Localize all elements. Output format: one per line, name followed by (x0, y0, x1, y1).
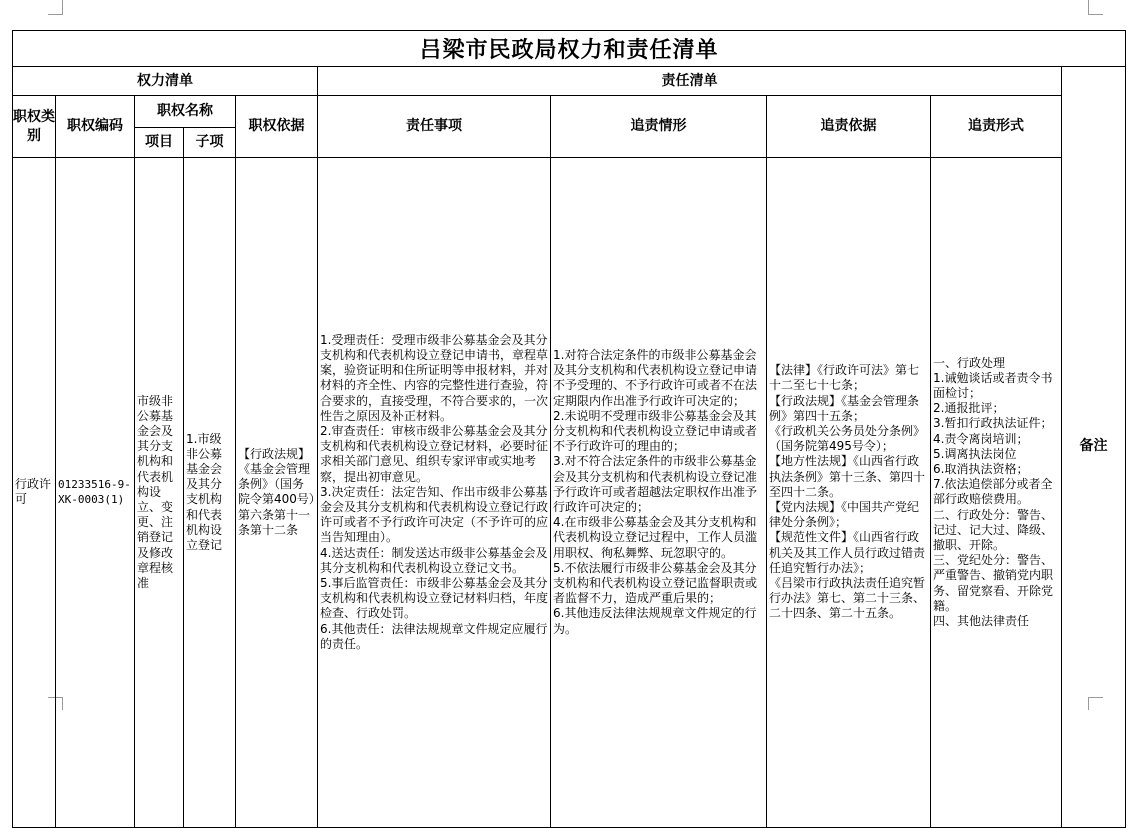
form-item: 二、行政处分：警告、记过、记大过、降级、撤职、开除。 (933, 507, 1054, 553)
power-responsibility-table (12, 30, 1126, 828)
basis-item: 【规范性文件】《山西省行政机关及其工作人员行政过错责任追究暂行办法》； (769, 530, 926, 575)
form-item: 5.调离执法岗位 (933, 446, 1017, 461)
basis-header: 职权依据 (236, 96, 318, 158)
duty-item: 3.决定责任：法定告知、作出市级非公募基金会及其分支机构和代表机构设立登记行政许可或者不予行政许可决定（不予许可的应当告知理由）。 (320, 484, 549, 545)
accountability-cases-cell (551, 158, 767, 828)
page-corner-mark-top-right (1088, 0, 1103, 15)
form-item: 4.责令离岗培训； (933, 431, 1029, 446)
accountability-forms-cell (931, 158, 1062, 828)
responsibility-list-header: 责任清单 (318, 67, 1062, 96)
basis-item: 【党内法规】《中国共产党纪律处分条例》； (769, 500, 920, 530)
form-item: 一、行政处理 (933, 355, 1006, 370)
form-item: 1.诫勉谈话或者责令书面检讨； (933, 370, 1053, 401)
table-row (13, 158, 1126, 828)
accountability-basis-cell (767, 158, 931, 828)
accountability-cases-header: 追责情形 (551, 96, 767, 158)
basis-item: 《行政机关公务员处分条例》（国务院第495号令）； (769, 424, 926, 454)
case-item: 5.不依法履行市级非公募基金会及其分支机构和代表机构设立登记监督职责或者监督不力，造成严重后果的； (553, 560, 758, 606)
form-item: 6.取消执法资格； (933, 462, 1029, 477)
power-list-header: 权力清单 (13, 67, 318, 96)
duties-header: 责任事项 (318, 96, 551, 158)
basis-item: 《吕梁市行政执法责任追究暂行办法》第七、第二十三条、二十四条、第二十五条。 (769, 576, 926, 621)
form-item: 2.通报批评； (933, 401, 1005, 416)
case-item: 6.其他违反法律法规规章文件规定的行为。 (553, 606, 757, 636)
basis-item: 【行政法规】《基金会管理条例》第四十五条； (769, 393, 920, 423)
accountability-basis-header: 追责依据 (767, 96, 931, 158)
duty-item: 6.其他责任：法律法规规章文件规定应履行的责任。 (320, 621, 548, 651)
subitem-cell: 1.市级非公募基金会及其分支机构和代表机构设立登记 (184, 158, 236, 828)
case-item: 1.对符合法定条件的市级非公募基金会及其分支机构和代表机构设立登记申请不予受理的、不予行政许可或者不在法定期限内作出准予行政许可决定的； (553, 348, 758, 408)
duty-item: 2.审查责任：审核市级非公募基金会及其分支机构和代表机构设立登记材料，必要时征求相关部门意见、组织专家评审或实地考察，提出初审意见。 (320, 424, 549, 484)
basis-item: 【法律】《行政许可法》第七十二至七十七条； (769, 363, 920, 393)
subitem-header: 子项 (184, 128, 236, 158)
case-item: 2.未说明不受理市级非公募基金会及其分支机构和代表机构设立登记申请或者不予行政许可的理由的； (553, 408, 758, 454)
item-cell: 市级非公募基金会及其分支机构和代表机构设立、变更、注销登记及修改章程核准 (135, 158, 184, 828)
case-item: 3.对不符合法定条件的市级非公募基金会及其分支机构和代表机构设立登记准予行政许可或者超越法定职权作出准予行政许可决定的； (553, 454, 758, 515)
basis-item: 【地方性法规】《山西省行政执法条例》第十三条、第四十至四十二条。 (769, 454, 926, 499)
duty-item: 5.事后监管责任：市级非公募基金会及其分支机构和代表机构设立登记材料归档，年度检查、行政处罚。 (320, 576, 549, 621)
name-header: 职权名称 (135, 96, 236, 128)
duty-item: 4.送达责任：制发送达市级非公募基金会及其分支机构和代表机构设立登记文书。 (320, 545, 548, 575)
category-cell: 行政许可 (13, 158, 56, 828)
duty-item: 1.受理责任：受理市级非公募基金会及其分支机构和代表机构设立登记申请书，章程草案，验资证明和住所证明等申报材料，并对材料的齐全性、内容的完整性进行查验，符合要求的，直接受理，不符合要求的，一次性告之原因及补正材料。 (320, 332, 549, 423)
case-item: 4.在市级非公募基金会及其分支机构和代表机构设立登记过程中，工作人员滥用职权、徇私舞弊、玩忽职守的。 (553, 515, 758, 560)
category-header: 职权类别 (13, 96, 56, 158)
basis-cell: 【行政法规】《基金会管理条例》（国务院令第400号）第六条第十一条第十二条 (236, 158, 318, 828)
code-header: 职权编码 (56, 96, 135, 158)
form-item: 7.依法追偿部分或者全部行政赔偿费用。 (933, 477, 1053, 507)
page-title: 吕梁市民政局权力和责任清单 (13, 31, 1126, 67)
item-header: 项目 (135, 128, 184, 158)
page-corner-mark-top-left (48, 0, 63, 15)
code-cell: 01233516-9-XK-0003(1) (56, 158, 135, 828)
form-item: 三、党纪处分：警告、严重警告、撤销党内职务、留党察看、开除党籍。 (933, 553, 1054, 613)
form-item: 四、其他法律责任 (933, 614, 1030, 629)
form-item: 3.暂扣行政执法证件； (933, 416, 1053, 431)
duties-cell (318, 158, 551, 828)
remarks-header: 备注 (1062, 67, 1126, 828)
accountability-forms-header: 追责形式 (931, 96, 1062, 158)
